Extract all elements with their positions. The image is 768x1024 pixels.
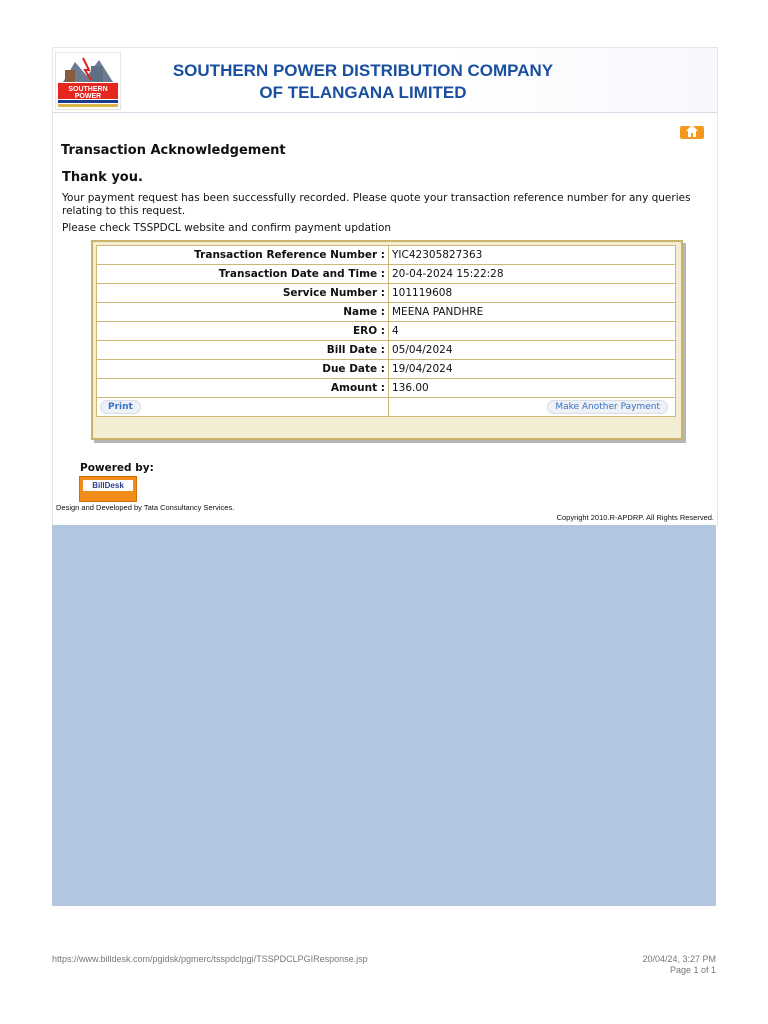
svg-text:SOUTHERN: SOUTHERN [68, 86, 108, 93]
print-button[interactable]: Print [100, 400, 141, 414]
designed-by-text: Design and Developed by Tata Consultancy Services. [56, 503, 235, 512]
thank-you-heading: Thank you. [62, 170, 143, 185]
detail-row [97, 303, 676, 322]
detail-row [97, 284, 676, 303]
detail-label: Transaction Reference Number : [97, 246, 389, 265]
detail-label: Transaction Date and Time : [97, 265, 389, 284]
detail-value: YIC42305827363 [389, 246, 676, 265]
detail-value: 19/04/2024 [389, 360, 676, 379]
powered-by-label: Powered by: [80, 462, 154, 474]
copyright-text: Copyright 2010.R-APDRP. All Rights Reserved. [556, 513, 714, 522]
detail-label: Due Date : [97, 360, 389, 379]
detail-value: 4 [389, 322, 676, 341]
actions-row [97, 398, 676, 417]
detail-value: 20-04-2024 15:22:28 [389, 265, 676, 284]
transaction-details-table [96, 245, 676, 417]
company-title-line2: OF TELANGANA LIMITED [259, 83, 467, 102]
detail-row [97, 265, 676, 284]
company-title [153, 60, 573, 104]
make-another-payment-button[interactable]: Make Another Payment [547, 400, 668, 414]
page-title: Transaction Acknowledgement [61, 143, 286, 158]
detail-label: ERO : [97, 322, 389, 341]
detail-row [97, 246, 676, 265]
company-logo [55, 52, 121, 110]
home-icon[interactable] [679, 120, 705, 140]
blank-area [52, 525, 716, 906]
detail-value: 101119608 [389, 284, 676, 303]
confirmation-message: Your payment request has been successfully recorded. Please quote your transaction reference number for any queries relating to this request. [62, 192, 691, 217]
svg-text:POWER: POWER [74, 93, 102, 100]
detail-row [97, 322, 676, 341]
print-footer-page: Page 1 of 1 [669, 965, 716, 975]
print-footer-date: 20/04/24, 3:27 PM [642, 954, 716, 964]
detail-value: 05/04/2024 [389, 341, 676, 360]
detail-row [97, 360, 676, 379]
detail-row [97, 379, 676, 398]
detail-label: Name : [97, 303, 389, 322]
transaction-details-box [91, 240, 683, 440]
detail-row [97, 341, 676, 360]
detail-label: Bill Date : [97, 341, 389, 360]
check-website-message: Please check TSSPDCL website and confirm payment updation [62, 222, 392, 234]
billdesk-logo[interactable] [79, 476, 137, 502]
detail-label: Amount : [97, 379, 389, 398]
billdesk-logo-text: BillDesk [83, 480, 133, 491]
detail-value: 136.00 [389, 379, 676, 398]
detail-value: MEENA PANDHRE [389, 303, 676, 322]
detail-label: Service Number : [97, 284, 389, 303]
company-title-line1: SOUTHERN POWER DISTRIBUTION COMPANY [172, 61, 554, 80]
print-footer-url: https://www.billdesk.com/pgidsk/pgmerc/tsspdclpgi/TSSPDCLPGIResponse.jsp [52, 954, 368, 964]
header [53, 48, 717, 113]
page-frame [52, 47, 718, 526]
